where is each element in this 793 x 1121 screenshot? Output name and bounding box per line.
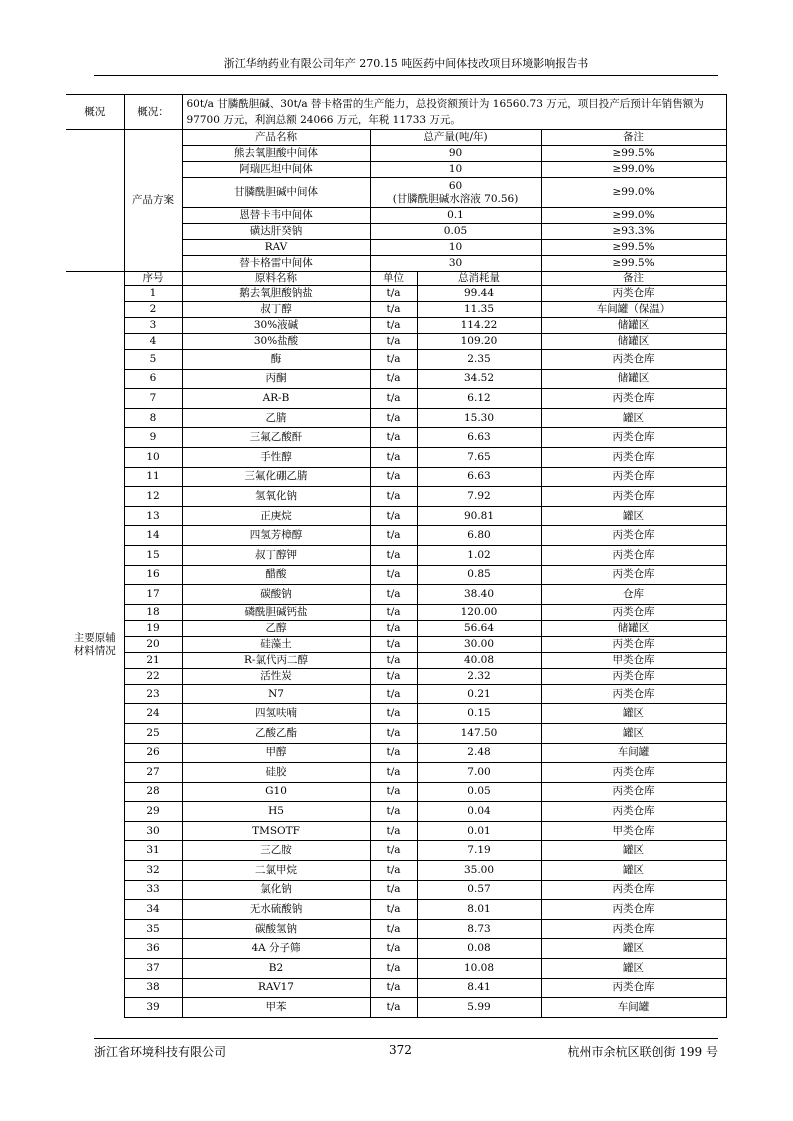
material-name: 4A 分子筛 (182, 939, 370, 959)
material-note: 丙类仓库 (541, 447, 726, 467)
material-amount: 0.05 (417, 782, 541, 802)
material-no: 14 (124, 526, 182, 546)
material-amount: 7.65 (417, 447, 541, 467)
material-amount: 0.15 (417, 704, 541, 724)
header-divider (94, 75, 718, 76)
material-amount: 0.21 (417, 684, 541, 704)
material-no: 29 (124, 802, 182, 822)
material-no: 27 (124, 763, 182, 783)
material-row (66, 723, 726, 743)
material-no: 1 (124, 286, 182, 302)
material-amount: 10.08 (417, 959, 541, 979)
product-name: 恩替卡韦中间体 (182, 208, 370, 224)
material-amount: 90.81 (417, 506, 541, 526)
material-row (66, 408, 726, 428)
material-row (66, 389, 726, 409)
material-amount: 147.50 (417, 723, 541, 743)
product-name: RAV (182, 240, 370, 256)
material-unit: t/a (370, 861, 417, 881)
material-unit: t/a (370, 389, 417, 409)
material-unit: t/a (370, 334, 417, 350)
footer-page-number: 372 (389, 1043, 412, 1057)
material-note: 丙类仓库 (541, 487, 726, 507)
material-amount: 2.48 (417, 743, 541, 763)
material-header-name: 原料名称 (182, 272, 370, 286)
material-unit: t/a (370, 821, 417, 841)
material-amount: 40.08 (417, 652, 541, 668)
material-name: 30%盐酸 (182, 334, 370, 350)
material-no: 9 (124, 428, 182, 448)
material-row (66, 286, 726, 302)
material-row (66, 565, 726, 585)
material-no: 34 (124, 900, 182, 920)
product-note: ≥99.5% (541, 256, 726, 272)
material-amount: 120.00 (417, 604, 541, 620)
material-amount: 2.32 (417, 668, 541, 684)
material-unit: t/a (370, 668, 417, 684)
product-qty-value: 30 (448, 257, 463, 269)
material-note: 甲类仓库 (541, 821, 726, 841)
material-name: 硅藻土 (182, 636, 370, 652)
material-row (66, 526, 726, 546)
material-name: B2 (182, 959, 370, 979)
material-note: 车间罐 (541, 998, 726, 1018)
material-note: 丙类仓库 (541, 763, 726, 783)
material-row (66, 684, 726, 704)
material-name: 四氢呋喃 (182, 704, 370, 724)
material-name: 手性醇 (182, 447, 370, 467)
material-note: 罐区 (541, 506, 726, 526)
material-row (66, 350, 726, 370)
product-note: ≥99.0% (541, 178, 726, 208)
material-note: 丙类仓库 (541, 467, 726, 487)
material-note: 丙类仓库 (541, 604, 726, 620)
product-header-row (66, 130, 726, 146)
material-no: 13 (124, 506, 182, 526)
material-name: 三氟化硼乙腈 (182, 467, 370, 487)
material-unit: t/a (370, 565, 417, 585)
material-no: 26 (124, 743, 182, 763)
material-row (66, 959, 726, 979)
material-amount: 1.02 (417, 545, 541, 565)
material-no: 21 (124, 652, 182, 668)
material-row (66, 861, 726, 881)
product-name: 磺达肝癸钠 (182, 224, 370, 240)
material-no: 18 (124, 604, 182, 620)
material-name: H5 (182, 802, 370, 822)
material-unit: t/a (370, 723, 417, 743)
product-header-name: 产品名称 (182, 130, 370, 146)
product-header-qty: 总产量(吨/年) (370, 130, 541, 146)
material-name: 四氢芳樟醇 (182, 526, 370, 546)
material-unit: t/a (370, 782, 417, 802)
material-row (66, 743, 726, 763)
material-note: 甲类仓库 (541, 652, 726, 668)
material-note: 储罐区 (541, 318, 726, 334)
material-row (66, 506, 726, 526)
material-no: 17 (124, 585, 182, 605)
material-note: 车间罐 (541, 743, 726, 763)
material-name: RAV17 (182, 978, 370, 998)
material-name: 叔丁醇 (182, 302, 370, 318)
material-header-no: 序号 (124, 272, 182, 286)
material-row (66, 668, 726, 684)
overview-row (66, 95, 726, 130)
material-unit: t/a (370, 636, 417, 652)
material-amount: 0.01 (417, 821, 541, 841)
material-unit: t/a (370, 652, 417, 668)
material-no: 16 (124, 565, 182, 585)
product-qty-value: 0.1 (447, 209, 464, 221)
material-unit: t/a (370, 467, 417, 487)
material-section-label: 主要原辅材料情况 (66, 272, 124, 1018)
material-name: 乙腈 (182, 408, 370, 428)
material-name: 叔丁醇钾 (182, 545, 370, 565)
material-unit: t/a (370, 919, 417, 939)
material-unit: t/a (370, 428, 417, 448)
material-no: 6 (124, 369, 182, 389)
material-header-unit: 单位 (370, 272, 417, 286)
material-amount: 34.52 (417, 369, 541, 389)
material-note: 丙类仓库 (541, 545, 726, 565)
material-no: 36 (124, 939, 182, 959)
material-unit: t/a (370, 604, 417, 620)
material-note: 丙类仓库 (541, 880, 726, 900)
material-amount: 7.92 (417, 487, 541, 507)
material-note: 储罐区 (541, 334, 726, 350)
product-qty-value: 90 (448, 147, 463, 159)
material-no: 37 (124, 959, 182, 979)
material-header-amount: 总消耗量 (417, 272, 541, 286)
material-amount: 114.22 (417, 318, 541, 334)
footer-company: 浙江省环境科技有限公司 (94, 1045, 227, 1059)
material-no: 3 (124, 318, 182, 334)
material-note: 丙类仓库 (541, 919, 726, 939)
material-unit: t/a (370, 841, 417, 861)
material-name: 正庚烷 (182, 506, 370, 526)
material-row (66, 545, 726, 565)
material-row (66, 919, 726, 939)
material-amount: 7.19 (417, 841, 541, 861)
product-qty (370, 256, 541, 272)
material-name: 氢氧化钠 (182, 487, 370, 507)
material-name: 碳酸氢钠 (182, 919, 370, 939)
material-name: R-氯代丙二醇 (182, 652, 370, 668)
material-note: 丙类仓库 (541, 565, 726, 585)
product-qty (370, 240, 541, 256)
product-name: 甘膦酰胆碱中间体 (182, 178, 370, 208)
material-row (66, 604, 726, 620)
material-unit: t/a (370, 802, 417, 822)
material-no: 30 (124, 821, 182, 841)
material-name: 酶 (182, 350, 370, 370)
material-name: 活性炭 (182, 668, 370, 684)
material-header-note: 备注 (541, 272, 726, 286)
material-row (66, 302, 726, 318)
material-name: 鹅去氧胆酸钠盐 (182, 286, 370, 302)
material-amount: 0.08 (417, 939, 541, 959)
material-no: 12 (124, 487, 182, 507)
material-name: G10 (182, 782, 370, 802)
material-name: 乙醇 (182, 620, 370, 636)
material-row (66, 939, 726, 959)
material-row (66, 636, 726, 652)
material-amount: 0.85 (417, 565, 541, 585)
material-name: 丙酮 (182, 369, 370, 389)
material-unit: t/a (370, 526, 417, 546)
material-unit: t/a (370, 998, 417, 1018)
material-unit: t/a (370, 978, 417, 998)
overview-summary-text: 60t/a 甘膦酰胆碱、30t/a 替卡格雷的生产能力，总投资额预计为 16560.73 万元，项目投产后预计年销售额为 97700 万元，利润总额 24066 万元，年税 11733 万元。 (182, 95, 726, 130)
material-note: 罐区 (541, 723, 726, 743)
material-row (66, 821, 726, 841)
material-amount: 30.00 (417, 636, 541, 652)
material-name: 三氟乙酸酐 (182, 428, 370, 448)
material-note: 丙类仓库 (541, 526, 726, 546)
material-no: 28 (124, 782, 182, 802)
material-row (66, 880, 726, 900)
material-name: 碳酸钠 (182, 585, 370, 605)
product-note: ≥99.5% (541, 240, 726, 256)
material-no: 10 (124, 447, 182, 467)
material-no: 31 (124, 841, 182, 861)
product-name: 替卡格雷中间体 (182, 256, 370, 272)
material-note: 丙类仓库 (541, 782, 726, 802)
material-unit: t/a (370, 585, 417, 605)
material-unit: t/a (370, 487, 417, 507)
material-unit: t/a (370, 939, 417, 959)
product-note: ≥93.3% (541, 224, 726, 240)
material-no: 39 (124, 998, 182, 1018)
material-unit: t/a (370, 704, 417, 724)
product-qty (370, 146, 541, 162)
material-note: 丙类仓库 (541, 389, 726, 409)
project-info-table (66, 94, 727, 1018)
material-row (66, 900, 726, 920)
material-row (66, 802, 726, 822)
material-row (66, 467, 726, 487)
material-unit: t/a (370, 900, 417, 920)
product-header-note: 备注 (541, 130, 726, 146)
material-name: 氯化钠 (182, 880, 370, 900)
product-note: ≥99.5% (541, 146, 726, 162)
material-name: 无水硫酸钠 (182, 900, 370, 920)
material-no: 19 (124, 620, 182, 636)
material-no: 11 (124, 467, 182, 487)
material-row (66, 334, 726, 350)
footer-address: 杭州市余杭区联创街 199 号 (567, 1045, 718, 1059)
material-note: 丙类仓库 (541, 802, 726, 822)
material-unit: t/a (370, 743, 417, 763)
material-amount: 38.40 (417, 585, 541, 605)
material-note: 车间罐（保温） (541, 302, 726, 318)
product-qty-value: 60 (448, 179, 463, 192)
material-row (66, 487, 726, 507)
material-row (66, 704, 726, 724)
material-name: 硅胶 (182, 763, 370, 783)
material-note: 丙类仓库 (541, 350, 726, 370)
material-row (66, 428, 726, 448)
material-name: AR-B (182, 389, 370, 409)
material-amount: 35.00 (417, 861, 541, 881)
material-row (66, 369, 726, 389)
material-name: 二氯甲烷 (182, 861, 370, 881)
material-row (66, 782, 726, 802)
material-name: 甲苯 (182, 998, 370, 1018)
material-no: 20 (124, 636, 182, 652)
material-header-row (66, 272, 726, 286)
material-row (66, 447, 726, 467)
material-unit: t/a (370, 684, 417, 704)
material-row (66, 652, 726, 668)
material-name: 30%液碱 (182, 318, 370, 334)
material-no: 5 (124, 350, 182, 370)
material-unit: t/a (370, 302, 417, 318)
material-note: 丙类仓库 (541, 684, 726, 704)
material-amount: 0.04 (417, 802, 541, 822)
material-amount: 0.57 (417, 880, 541, 900)
material-no: 38 (124, 978, 182, 998)
material-amount: 6.80 (417, 526, 541, 546)
material-row (66, 841, 726, 861)
material-note: 仓库 (541, 585, 726, 605)
material-amount: 109.20 (417, 334, 541, 350)
material-no: 33 (124, 880, 182, 900)
product-section-spacer (66, 130, 124, 272)
material-note: 丙类仓库 (541, 286, 726, 302)
material-name: N7 (182, 684, 370, 704)
product-qty-value: 0.05 (443, 225, 468, 237)
material-amount: 8.41 (417, 978, 541, 998)
material-amount: 8.01 (417, 900, 541, 920)
material-note: 罐区 (541, 841, 726, 861)
overview-summary-label: 概况： (124, 95, 182, 130)
product-note: ≥99.0% (541, 208, 726, 224)
material-no: 23 (124, 684, 182, 704)
product-name: 熊去氧胆酸中间体 (182, 146, 370, 162)
material-unit: t/a (370, 880, 417, 900)
overview-section-label: 概况 (66, 95, 124, 130)
material-name: TMSOTF (182, 821, 370, 841)
material-amount: 11.35 (417, 302, 541, 318)
material-amount: 6.63 (417, 428, 541, 448)
material-no: 2 (124, 302, 182, 318)
product-qty-value: 10 (448, 241, 463, 253)
material-unit: t/a (370, 506, 417, 526)
product-qty-note: (甘膦酰胆碱水溶液 70.56) (392, 192, 519, 205)
material-row (66, 998, 726, 1018)
material-note: 罐区 (541, 408, 726, 428)
material-amount: 5.99 (417, 998, 541, 1018)
product-qty-value: 10 (448, 163, 463, 175)
material-amount: 99.44 (417, 286, 541, 302)
material-no: 22 (124, 668, 182, 684)
material-unit: t/a (370, 763, 417, 783)
material-row (66, 978, 726, 998)
material-amount: 56.64 (417, 620, 541, 636)
material-row (66, 620, 726, 636)
material-unit: t/a (370, 369, 417, 389)
material-note: 储罐区 (541, 620, 726, 636)
material-amount: 6.63 (417, 467, 541, 487)
material-note: 罐区 (541, 704, 726, 724)
product-qty (370, 162, 541, 178)
product-note: ≥99.0% (541, 162, 726, 178)
material-note: 罐区 (541, 939, 726, 959)
material-note: 罐区 (541, 959, 726, 979)
material-no: 8 (124, 408, 182, 428)
product-qty (370, 224, 541, 240)
material-no: 15 (124, 545, 182, 565)
material-note: 丙类仓库 (541, 668, 726, 684)
material-unit: t/a (370, 545, 417, 565)
material-no: 25 (124, 723, 182, 743)
material-amount: 8.73 (417, 919, 541, 939)
material-name: 乙酸乙酯 (182, 723, 370, 743)
material-name: 醋酸 (182, 565, 370, 585)
material-row (66, 318, 726, 334)
material-note: 丙类仓库 (541, 900, 726, 920)
material-unit: t/a (370, 959, 417, 979)
material-note: 丙类仓库 (541, 978, 726, 998)
material-unit: t/a (370, 286, 417, 302)
material-unit: t/a (370, 408, 417, 428)
material-no: 24 (124, 704, 182, 724)
footer-divider (94, 1038, 718, 1039)
page-header: 浙江华纳药业有限公司年产 270.15 吨医药中间体技改项目环境影响报告书 (223, 57, 589, 70)
material-no: 4 (124, 334, 182, 350)
material-note: 丙类仓库 (541, 428, 726, 448)
material-row (66, 585, 726, 605)
material-note: 丙类仓库 (541, 636, 726, 652)
product-qty (370, 208, 541, 224)
material-row (66, 763, 726, 783)
material-amount: 7.00 (417, 763, 541, 783)
material-note: 储罐区 (541, 369, 726, 389)
product-name: 阿瑞匹坦中间体 (182, 162, 370, 178)
material-note: 罐区 (541, 861, 726, 881)
material-name: 甲醇 (182, 743, 370, 763)
material-amount: 15.30 (417, 408, 541, 428)
material-unit: t/a (370, 350, 417, 370)
material-name: 磷酰胆碱钙盐 (182, 604, 370, 620)
material-unit: t/a (370, 620, 417, 636)
product-section-label: 产品方案 (124, 130, 182, 272)
material-no: 7 (124, 389, 182, 409)
material-unit: t/a (370, 318, 417, 334)
material-name: 三乙胺 (182, 841, 370, 861)
material-unit: t/a (370, 447, 417, 467)
product-qty (370, 178, 541, 208)
material-no: 32 (124, 861, 182, 881)
material-no: 35 (124, 919, 182, 939)
material-amount: 6.12 (417, 389, 541, 409)
material-amount: 2.35 (417, 350, 541, 370)
